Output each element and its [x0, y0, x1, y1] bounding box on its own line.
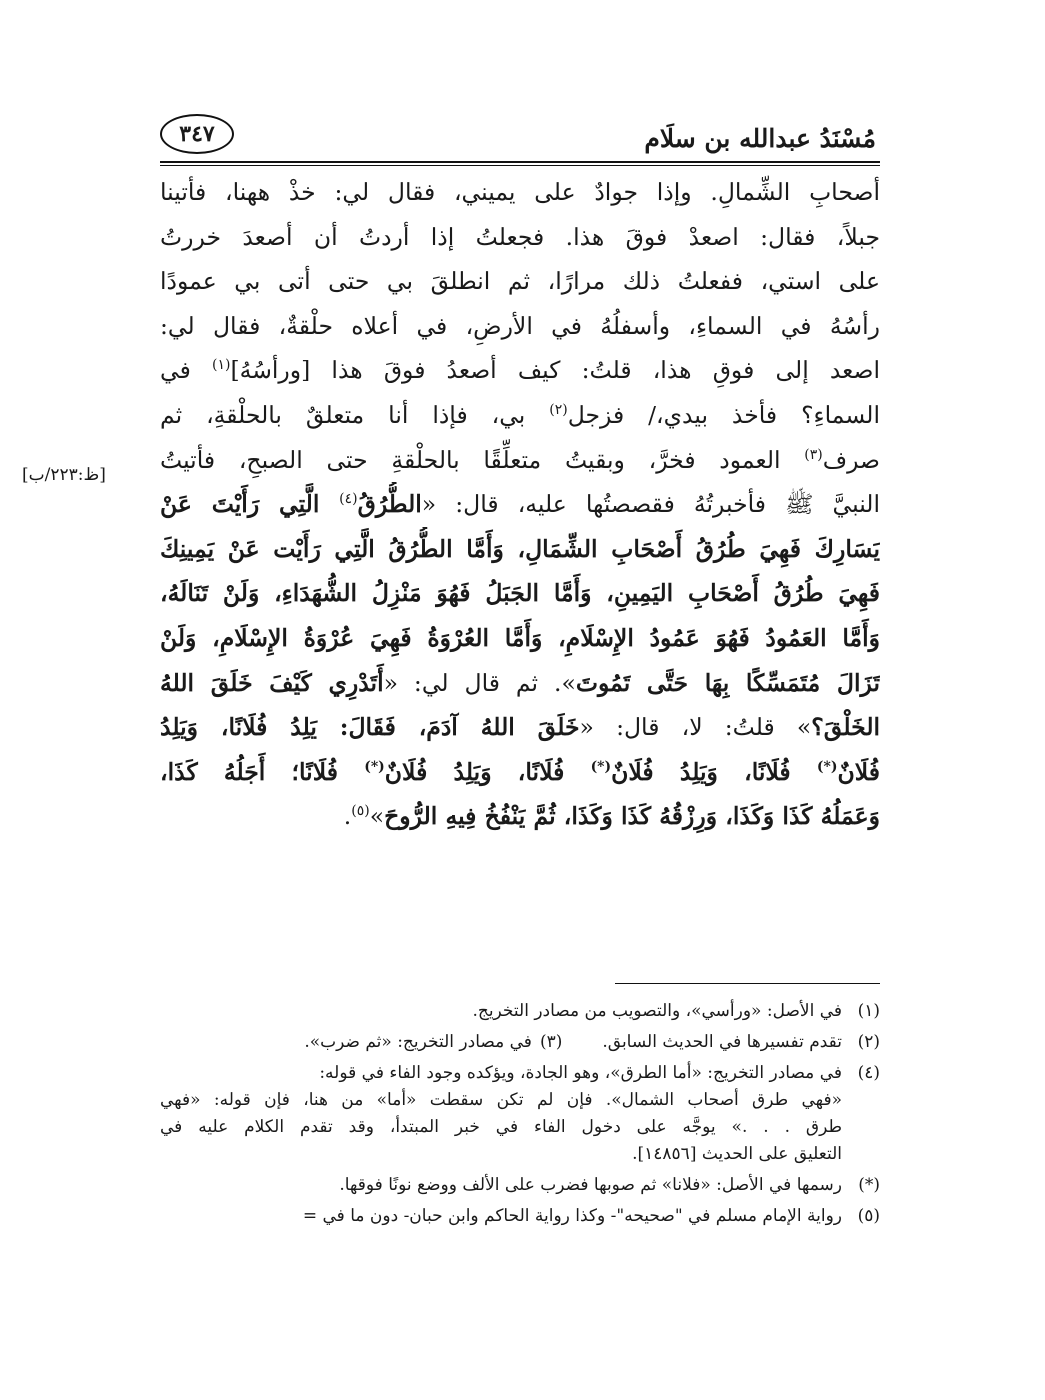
hadith-line [160, 750, 880, 795]
footnote-star [160, 1172, 880, 1199]
footnote-text: في الأصل: «ورأسي»، والتصويب من مصادر التخريج. [472, 1001, 842, 1021]
footnote-ref: (*) [816, 758, 838, 775]
text-span: . [343, 802, 352, 831]
hadith-text: فُلَانٌ [837, 757, 880, 786]
footnote-text: طرق . . .» يوجَّه على دخول الفاء في خبر المبتدأ، وقد تقدم الكلام عليه في [160, 1117, 842, 1137]
text-line: رأسُهُ في السماءِ، وأسفلُهُ في الأرضِ، في أعلاه حلْقةٌ، فقال لي: [160, 311, 880, 340]
footnote-number: (٤) [857, 1063, 880, 1083]
hadith-text: خَلَقَ اللهُ آدَمَ، فَقَالَ: يَلِدُ فُلَانًا، وَيَلِدُ [160, 713, 580, 742]
text-span: العمود فخرَّ، وبقيتُ متعلِّقًا بالحلْقةِ حتى الصبحِ، فأتيتُ [160, 445, 805, 474]
text-span: » قلتُ: لا، قال: « [579, 713, 812, 742]
header-rule [160, 161, 880, 163]
footnote-number: (٣) [539, 1032, 563, 1052]
footnote-ref: (*) [364, 758, 385, 775]
footnote-text: التعليق على الحديث [١٤٨٥٦]. [632, 1144, 842, 1164]
hadith-text: فُلَانًا؛ أَجَلُهُ كَذَا، [160, 757, 365, 786]
manuscript-folio-note: [ظ:٢٢٣/ب] [22, 465, 106, 485]
footnote-1 [160, 998, 880, 1025]
text-line [160, 794, 880, 839]
footnote-ref: (*) [590, 758, 612, 775]
hadith-text: فُلَانًا، وَيَلِدُ فُلَانٌ [611, 757, 817, 786]
footnote-ref: (٢) [549, 402, 568, 419]
text-line: جبلاً، فقال: اصعدْ فوقَ هذا. فجعلتُ إذا أردتُ أن أصعدَ خررتُ [160, 222, 880, 251]
text-line [160, 438, 880, 483]
hadith-line: فَهِيَ طُرُقُ أَصْحَابِ اليَمِينِ، وَأَمَّا الجَبَلُ فَهُوَ مَنْزِلُ الشُّهَدَاءِ، وَلَنْ تَنَالَهُ، [160, 579, 880, 608]
footnote-text: في مصادر التخريج: «أما الطرق»، وهو الجادة، ويؤكده وجود الفاء في قوله: [319, 1063, 842, 1083]
footnote-ref: (٣) [804, 446, 823, 463]
text-span: النبيَّ ﷺ فأخبرتُهُ فقصصتُها عليه، قال: « [421, 490, 880, 519]
running-title: مُسْنَدُ عبدالله بن سلَام [644, 124, 876, 153]
text-line [160, 348, 880, 393]
footnote-text: «فهي طرق أصحاب الشمال». فإن لم تكن سقطت «أما» من هنا، فإن قوله: «فهي [160, 1090, 842, 1110]
footnotes [160, 998, 880, 1230]
text-span: السماءِ؟ فأخذ بيدي،/ فزجل [567, 400, 880, 429]
hadith-text: تَزَالَ مُتَمَسِّكًا بِهَا حَتَّى تَمُوتَ [575, 668, 880, 697]
footnote-ref: (١) [211, 357, 231, 374]
page-header [160, 108, 880, 160]
footnote-number: (١) [857, 1001, 880, 1021]
text-span: » [369, 802, 385, 831]
footnote-ref: (٤) [339, 491, 358, 508]
text-line [160, 705, 880, 750]
hadith-text: الطُّرُقُ [357, 490, 422, 519]
text-line [160, 393, 880, 438]
text-span: صرف [822, 445, 880, 474]
text-span: بي، فإذا أنا متعلقٌ بالحلْقةِ، ثم [160, 400, 550, 429]
text-span: اصعد إلى فوقِ هذا، قلتُ: كيف أصعدُ فوقَ هذا [ورأسُهُ] [230, 356, 880, 385]
footnote-5 [160, 1203, 880, 1230]
footnote-text: رواية الإمام مسلم في "صحيحه"- وكذا رواية الحاكم وابن حبان- دون ما في = [302, 1206, 842, 1226]
page-number: ٣٤٧ [160, 114, 234, 154]
footnote-number: (٢) [857, 1032, 880, 1052]
footnote-text: رسمها في الأصل: «فلانا» ثم صوبها فضرب على الألف ووضع نونًا فوقها. [339, 1175, 842, 1195]
hadith-text: الخَلْقَ؟ [811, 713, 880, 742]
footnote-number: (٥) [857, 1206, 880, 1226]
footnote-4 [160, 1060, 880, 1087]
footnote-text: في مصادر التخريج: «ثم ضرب». [304, 1032, 532, 1052]
footnote-ref: (٥) [351, 803, 370, 820]
header-rule-thin [160, 165, 880, 166]
hadith-text: فُلَانًا، وَيَلِدُ فُلَانٌ [384, 757, 591, 786]
footnote-row-2-3 [160, 1029, 880, 1056]
text-span: في [160, 356, 212, 385]
text-line: على استي، ففعلتُ ذلك مرارًا، ثم انطلقَ بي حتى أتى بي عمودًا [160, 267, 880, 296]
footnote-number: (*) [858, 1175, 880, 1195]
footnote-separator [615, 983, 880, 984]
main-text [160, 170, 880, 839]
hadith-text: وَعَمَلُهُ كَذَا وَكَذَا، وَرِزْقُهُ كَذَا وَكَذَا، ثُمَّ يَنْفُخُ فِيهِ الرُّوحَ [384, 802, 880, 831]
text-span: ». ثم قال لي: « [383, 668, 576, 697]
hadith-text: الَّتِي رَأَيْتَ عَنْ [160, 490, 340, 519]
text-line: أصحابِ الشِّمالِ. وإذا جوادٌ على يميني، فقال لي: خذْ ههنا، فأتينا [160, 178, 880, 206]
hadith-line: وَأَمَّا العَمُودُ فَهُوَ عَمُودُ الإِسْلَامِ، وَأَمَّا العُرْوَةُ فَهِيَ عُرْوَةُ الإِسْلَامِ، وَلَنْ [160, 623, 880, 652]
text-line [160, 482, 880, 527]
hadith-line: يَسَارِكَ فَهِيَ طُرُقُ أَصْحَابِ الشِّمَالِ، وَأَمَّا الطُّرُقُ الَّتِي رَأَيْت عَنْ يَمِينِكَ [160, 534, 880, 563]
footnote-text: تقدم تفسيرها في الحديث السابق. [602, 1032, 842, 1052]
hadith-text: أَتَدْرِي كَيْفَ خَلَقَ اللهُ [160, 668, 384, 697]
text-line [160, 661, 880, 706]
